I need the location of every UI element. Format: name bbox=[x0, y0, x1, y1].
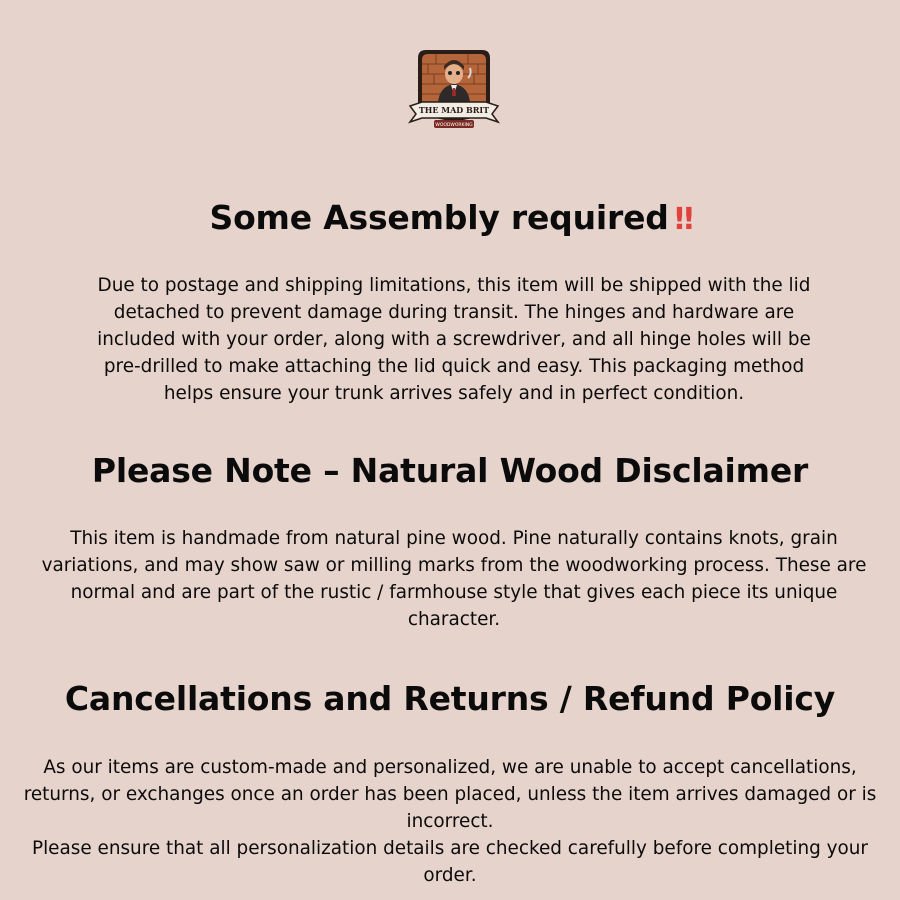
refund-policy-paragraph bbox=[20, 754, 880, 889]
wood-disclaimer-paragraph: This item is handmade from natural pine wood. Pine naturally contains knots, grain variations, and may show saw or milling marks from the woodworking process. These are normal and are part of the rustic / farmhouse style that gives each piece its unique character. bbox=[41, 528, 867, 630]
refund-policy-line: Please ensure that all personalization details are checked carefully before completing your order. bbox=[31, 838, 868, 886]
double-exclamation-icon: ‼ bbox=[674, 202, 691, 237]
logo-tagline-text: WOODWORKING bbox=[435, 123, 473, 128]
assembly-heading-text: Some Assembly required bbox=[209, 198, 669, 237]
wood-disclaimer-heading: Please Note – Natural Wood Disclaimer bbox=[91, 451, 809, 490]
assembly-heading bbox=[0, 198, 900, 240]
logo-brand-text: THE MAD BRIT bbox=[418, 105, 490, 115]
refund-policy-heading: Cancellations and Returns / Refund Policy bbox=[64, 679, 836, 718]
refund-policy-line: As our items are custom-made and personalized, we are unable to accept cancellations, returns, or exchanges once an order has been placed, unless the item arrives damaged or is incorrect. bbox=[23, 757, 877, 832]
brand-logo bbox=[408, 48, 500, 134]
assembly-paragraph: Due to postage and shipping limitations, this item will be shipped with the lid detached to prevent damage during transit. The hinges and hardware are included with your order, along with a screwdriver, and all hinge holes will be pre-drilled to make attaching the lid quick and easy. This packaging method helps ensure your trunk arrives safely and in perfect condition. bbox=[97, 275, 811, 404]
